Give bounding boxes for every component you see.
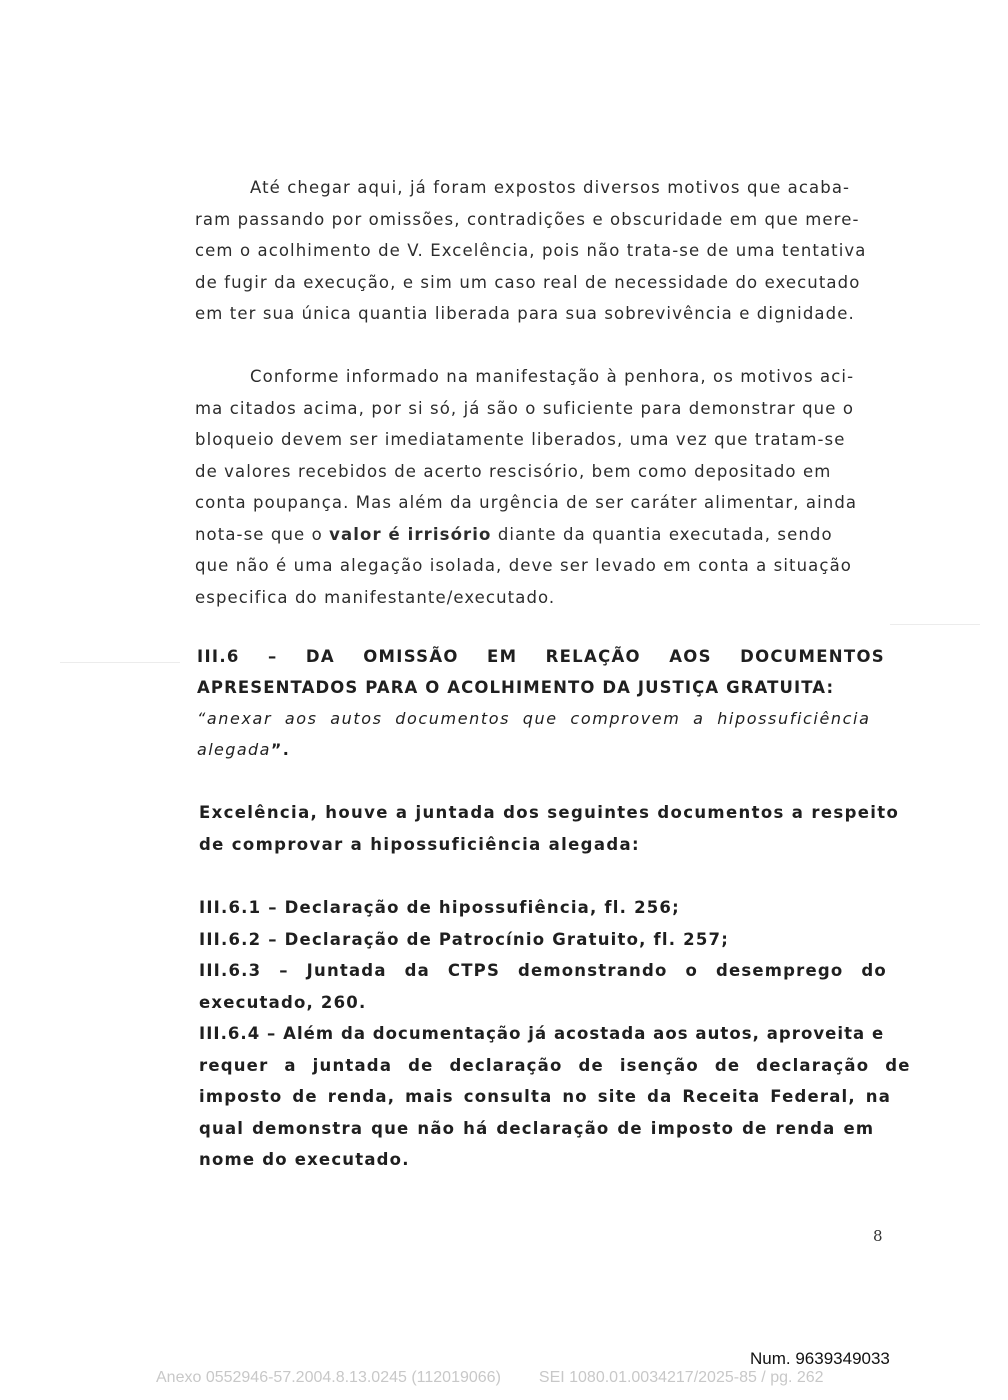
paragraph-line: bloqueio devem ser imediatamente liberados, uma vez que tratam-se — [195, 430, 846, 449]
paragraph-line: especifica do manifestante/executado. — [195, 587, 556, 607]
intro-line-1: Excelência, houve a juntada dos seguintes documentos a respeito — [199, 803, 900, 822]
heading-quote-line-1: “anexar aos autos documentos que comprovem a hipossuficiência — [197, 709, 871, 728]
intro-line-2: de comprovar a hipossuficiência alegada: — [199, 834, 640, 854]
page-number: 8 — [873, 1227, 883, 1245]
list-item-continuation: nome do executado. — [199, 1150, 410, 1169]
paragraph-2 — [195, 361, 885, 613]
paragraph-line-emphasis — [195, 519, 885, 551]
annex-reference: Anexo 0552946-57.2004.8.13.0245 (112019066) — [156, 1369, 501, 1386]
document-items-list — [199, 892, 911, 1176]
document-number-stamp: Num. 9639349033 — [750, 1349, 890, 1368]
list-item: III.6.3 – Juntada da CTPS demonstrando o desemprego do — [199, 961, 887, 980]
section-heading — [197, 641, 885, 765]
heading-quote-line-2 — [197, 734, 885, 765]
intro-paragraph — [199, 797, 900, 860]
paragraph-1 — [195, 172, 885, 330]
list-item-continuation: requer a juntada de declaração de isenção de declaração de — [199, 1055, 911, 1075]
paragraph-line: ma citados acima, por si só, já são o suficiente para demonstrar que o — [195, 398, 855, 418]
heading-word: RELAÇÃO — [545, 647, 641, 666]
quote-end: ”. — [270, 740, 291, 759]
paragraph-line: conta poupança. Mas além da urgência de ser caráter alimentar, ainda — [195, 493, 858, 512]
paragraph-line: de valores recebidos de acerto rescisório, bem como depositado em — [195, 461, 832, 481]
heading-word: OMISSÃO — [363, 647, 459, 666]
list-item-continuation: executado, 260. — [199, 992, 367, 1012]
paragraph-line: Conforme informado na manifestação à penhora, os motivos aci- — [250, 367, 855, 386]
paragraph-line: Até chegar aqui, já foram expostos diversos motivos que acaba- — [250, 178, 851, 197]
heading-word: – — [267, 647, 278, 666]
scan-artifact-line — [890, 624, 980, 625]
emphasis-text: valor é irrisório — [329, 524, 492, 544]
heading-word: EM — [487, 647, 518, 666]
heading-word: AOS — [669, 647, 712, 666]
scan-artifact-line — [60, 662, 180, 663]
paragraph-line: que não é uma alegação isolada, deve ser levado em conta a situação — [195, 556, 852, 575]
list-item: III.6.2 – Declaração de Patrocínio Gratuito, fl. 257; — [199, 929, 730, 949]
heading-line-2: APRESENTADOS PARA O ACOLHIMENTO DA JUSTIÇA GRATUITA: — [197, 678, 835, 697]
paragraph-line: de fugir da execução, e sim um caso real de necessidade do executado — [195, 272, 861, 292]
text-after-emphasis: diante da quantia executada, sendo — [497, 524, 833, 544]
sei-reference: SEI 1080.01.0034217/2025-85 / pg. 262 — [538, 1369, 824, 1386]
paragraph-line: ram passando por omissões, contradições e obscuridade em que mere- — [195, 209, 860, 229]
paragraph-line: em ter sua única quantia liberada para sua sobrevivência e dignidade. — [195, 304, 855, 323]
heading-word: III.6 — [197, 647, 240, 666]
paragraph-line: cem o acolhimento de V. Excelência, pois não trata-se de uma tentativa — [195, 241, 867, 260]
heading-word: DA — [305, 647, 335, 666]
list-item-continuation: qual demonstra que não há declaração de imposto de renda em — [199, 1118, 875, 1138]
list-item: III.6.1 – Declaração de hipossufiência, fl. 256; — [199, 898, 680, 917]
heading-line-1 — [197, 641, 885, 672]
heading-word: DOCUMENTOS — [740, 647, 885, 666]
list-item: III.6.4 – Além da documentação já acostada aos autos, aproveita e — [199, 1024, 885, 1043]
footer-stamp — [156, 1369, 824, 1387]
quote-italic-word: alegada — [197, 740, 271, 759]
text-before-emphasis: nota-se que o — [195, 524, 323, 544]
list-item-continuation: imposto de renda, mais consulta no site da Receita Federal, na — [199, 1087, 892, 1106]
